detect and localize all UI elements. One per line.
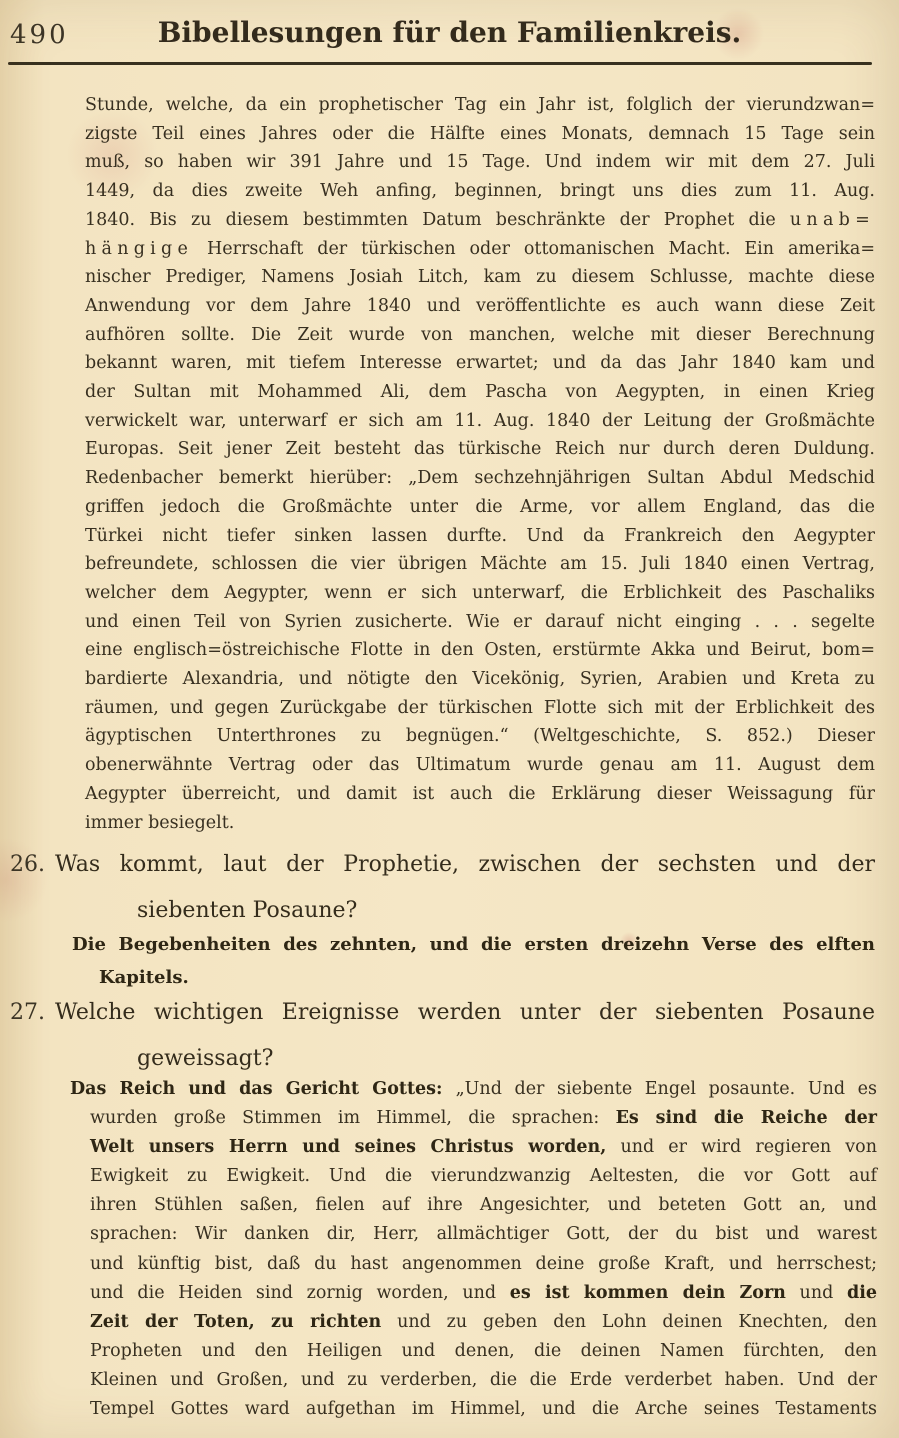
text-line: und die Heiden sind zornig worden, und es ist kommen dein Zorn und die [90, 1282, 877, 1303]
text-line: wurden große Stimmen im Himmel, die sprachen: Es sind die Reiche der [90, 1108, 877, 1129]
text-line: Tempel Gottes ward aufgethan im Himmel, und die Arche seines Testaments [90, 1399, 877, 1420]
text-line: bardierte Alexandria, und nötigte den Vicekönig, Syrien, Arabien und Kreta zu [85, 669, 875, 690]
spaced-text: hängige [85, 238, 194, 259]
text-line: Kapitels. [99, 967, 189, 988]
text-line: und einen Teil von Syrien zusicherte. Wie er darauf nicht einging . . . segelte [85, 611, 875, 632]
text-line: immer besiegelt. [85, 812, 235, 833]
text-line: sprachen: Wir danken dir, Herr, allmächtiger Gott, der du bist und warest [90, 1224, 877, 1245]
emphasized-text: die [846, 1282, 877, 1303]
page-number: 490 [10, 20, 69, 50]
text-line: Türkei nicht tiefer sinken lassen durfte. Und da Frankreich den Aegypter [85, 525, 875, 546]
text-line: eine englisch=östreichische Flotte in den Osten, erstürmte Akka und Beirut, bom= [85, 640, 875, 661]
question-27-text [55, 990, 875, 1082]
text-line: aufhören sollte. Die Zeit wurde von manchen, welche mit dieser Berechnung [85, 324, 875, 345]
body-paragraph [85, 91, 875, 837]
emphasized-text: Es sind die Reiche der [615, 1108, 877, 1129]
question-27-number: 27. [10, 1000, 45, 1025]
emphasized-text: es ist kommen dein Zorn [509, 1282, 786, 1303]
text-line: 1449, da dies zweite Weh anfing, beginnen, bringt uns dies zum 11. Aug. [85, 181, 875, 202]
question-26-number: 26. [10, 852, 45, 877]
text-line: zigste Teil eines Jahres oder die Hälfte eines Monats, demnach 15 Tage sein [85, 123, 875, 144]
text-line: siebenten Posaune? [137, 898, 358, 923]
text-line: Redenbacher bemerkt hierüber: „Dem sechzehnjährigen Sultan Abdul Medschid [85, 468, 875, 489]
text-line: befreundete, schlossen die vier übrigen Mächte am 15. Juli 1840 einen Vertrag, [85, 554, 875, 575]
text-line: Stunde, welche, da ein prophetischer Tag ein Jahr ist, folglich der vierundzwan= [85, 95, 875, 115]
text-line: ihren Stühlen saßen, fielen auf ihre Angesichter, und beteten Gott an, und [90, 1195, 877, 1216]
text-line: Propheten und den Heiligen und denen, die deinen Namen fürchten, den [90, 1340, 877, 1361]
text-line: Aegypter überreicht, und damit ist auch die Erklärung dieser Weissagung für [85, 783, 875, 804]
text-line: Europas. Seit jener Zeit besteht das türkische Reich nur durch deren Duldung. [85, 439, 875, 460]
text-line: hängige Herrschaft der türkischen oder ottomanischen Macht. Ein amerika= [85, 238, 875, 259]
text-line: 1840. Bis zu diesem bestimmten Datum beschränkte der Prophet die unab= [85, 209, 875, 230]
emphasized-text: Das Reich und das Gericht Gottes: [70, 1079, 456, 1099]
answer-27-text [70, 1075, 877, 1424]
answer-26-text [72, 928, 875, 994]
text-line: Kleinen und Großen, und zu verderben, die die Erde verderbet haben. Und der [90, 1369, 877, 1390]
text-line: verwickelt war, unterwarf er sich am 11. Aug. 1840 der Leitung der Großmächte [85, 410, 875, 431]
text-line: Zeit der Toten, zu richten und zu geben den Lohn deinen Knechten, den [90, 1311, 877, 1332]
text-line: nischer Prediger, Namens Josiah Litch, kam zu diesem Schlusse, machte diese [85, 267, 875, 288]
text-line: der Sultan mit Mohammed Ali, dem Pascha von Aegypten, in einen Krieg [85, 382, 875, 403]
text-line: obenerwähnte Vertrag oder das Ultimatum wurde genau am 11. August dem [85, 755, 875, 776]
spaced-text: unab= [789, 209, 875, 230]
text-line: Anwendung vor dem Jahre 1840 und veröffentlichte es auch wann diese Zeit [85, 295, 875, 316]
text-line: griffen jedoch die Großmächte unter die Arme, vor allem England, das die [85, 496, 875, 517]
header-divider-rule [8, 62, 872, 65]
text-line: welcher dem Aegypter, wenn er sich unterwarf, die Erblichkeit des Paschaliks [85, 582, 875, 603]
emphasized-text: Welt unsers Herrn und seines Christus worden, [90, 1137, 607, 1158]
text-line: und künftig bist, daß du hast angenommen deine große Kraft, und herrschest; [90, 1253, 877, 1274]
text-line: Welche wichtigen Ereignisse werden unter der siebenten Posaune [55, 1000, 875, 1025]
text-line: Ewigkeit zu Ewigkeit. Und die vierundzwanzig Aeltesten, die vor Gott auf [90, 1166, 877, 1187]
text-line: geweissagt? [137, 1046, 274, 1071]
text-line: Das Reich und das Gericht Gottes: „Und der siebente Engel posaunte. Und es [70, 1079, 877, 1099]
text-line: Welt unsers Herrn und seines Christus worden, und er wird regieren von [90, 1137, 877, 1158]
text-line: ägyptischen Unterthrones zu begnügen.“ (Weltgeschichte, S. 852.) Dieser [85, 726, 875, 747]
text-line: Was kommt, laut der Prophetie, zwischen der sechsten und der [55, 852, 875, 877]
text-line: Die Begebenheiten des zehnten, und die ersten dreizehn Verse des elften [72, 934, 875, 955]
question-26-text [55, 842, 875, 934]
emphasized-text: Zeit der Toten, zu richten [90, 1311, 382, 1332]
text-line: bekannt waren, mit tiefem Interesse erwartet; und da das Jahr 1840 kam und [85, 353, 875, 374]
running-header-title: Bibellesungen für den Familienkreis. [157, 16, 742, 49]
text-line: muß, so haben wir 391 Jahre und 15 Tage. Und indem wir mit dem 27. Juli [85, 152, 875, 173]
text-line: räumen, und gegen Zurückgabe der türkischen Flotte sich mit der Erblichkeit des [85, 697, 875, 718]
